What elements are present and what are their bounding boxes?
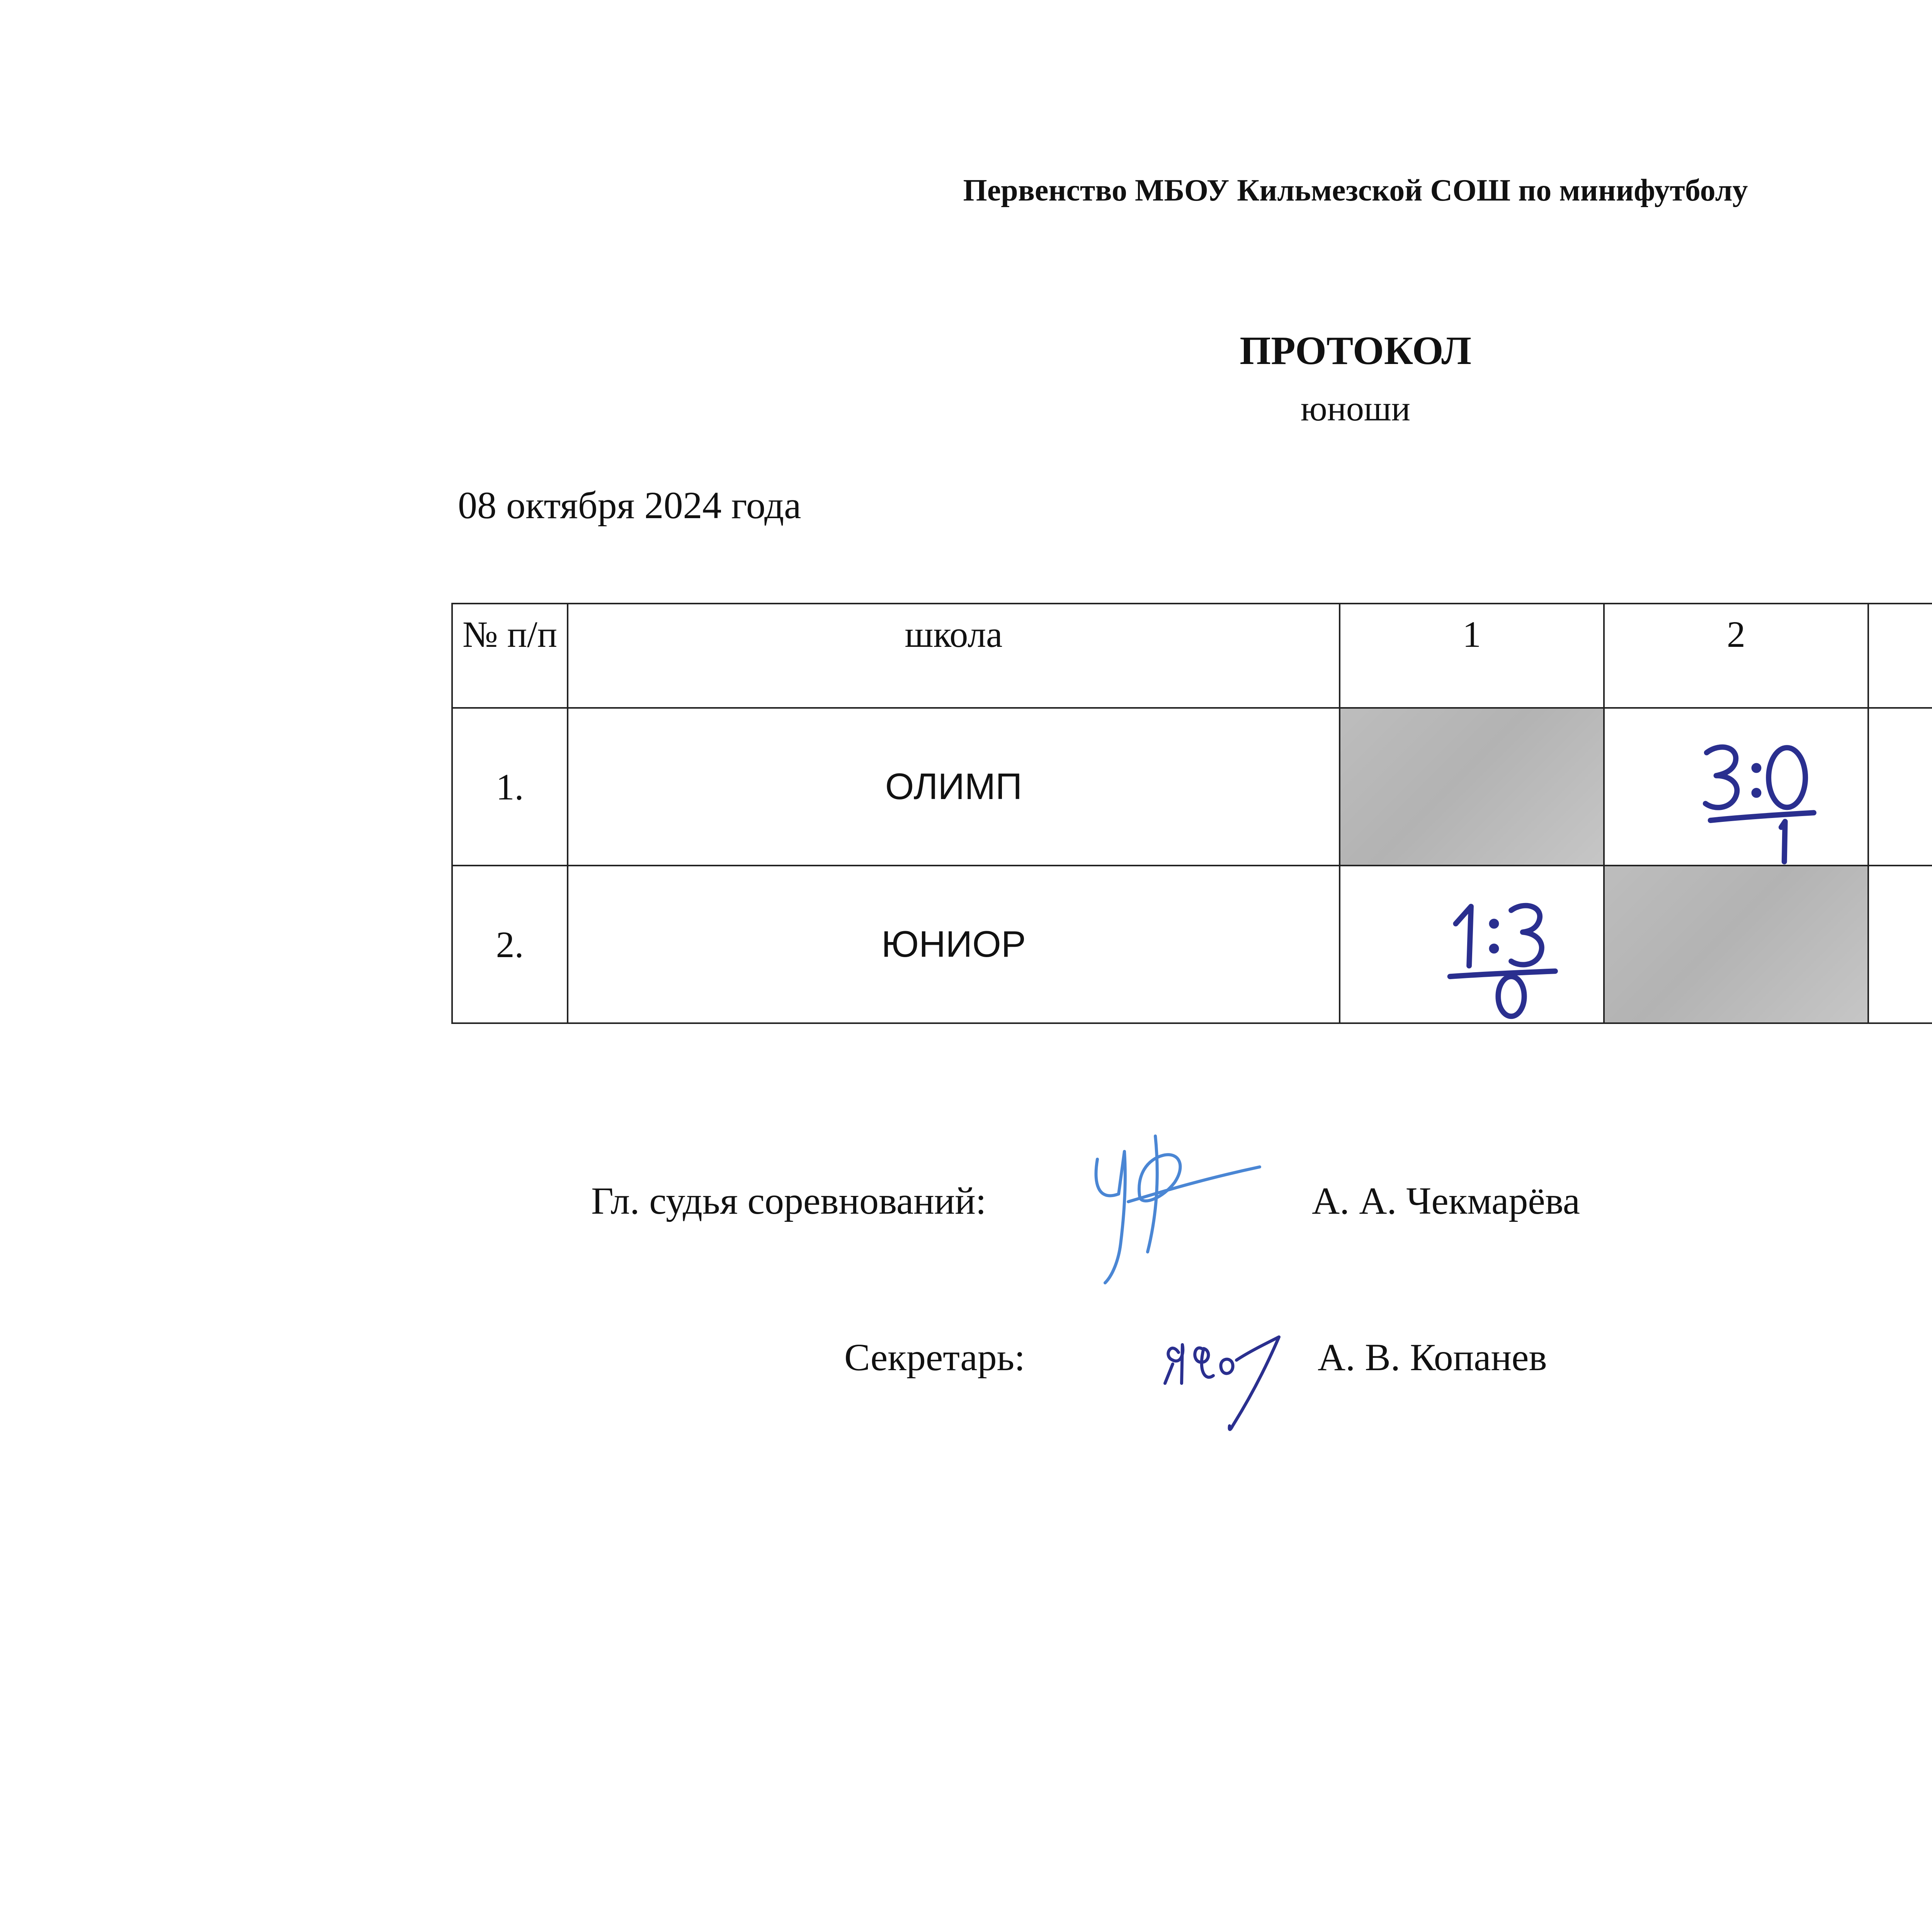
- points-cell: [1868, 708, 1932, 866]
- results-table: [451, 603, 1932, 1024]
- event-date: 08 октября 2024 года: [458, 484, 801, 527]
- table-row: [452, 866, 1932, 1023]
- school-name: ОЛИМП: [568, 708, 1340, 866]
- points-cell: [1868, 866, 1932, 1023]
- column-header-game-2: 2: [1604, 604, 1868, 708]
- row-number: 2.: [452, 866, 568, 1023]
- column-header-school: школа: [568, 604, 1340, 708]
- game-1-score-text: 1:3: [1341, 866, 1342, 867]
- chief-judge-name: А. А. Чекмарёва: [1312, 1179, 1580, 1222]
- table-header-row: [452, 604, 1932, 708]
- game-2-result: [1604, 708, 1868, 866]
- document-subtitle: юноши: [1300, 389, 1411, 428]
- secretary-label: Секретарь:: [844, 1336, 1025, 1379]
- secretary-name: А. В. Копанев: [1318, 1336, 1547, 1379]
- chief-judge-label: Гл. судья соревнований:: [591, 1179, 986, 1222]
- column-header-game-1: 1: [1340, 604, 1604, 708]
- handwritten-points: [1869, 709, 1932, 865]
- secretary-signature: [1155, 1314, 1318, 1445]
- row-number: 1.: [452, 708, 568, 866]
- handwritten-score: [1340, 866, 1603, 1022]
- game-1-result: [1340, 866, 1604, 1023]
- self-match-cell: [1604, 866, 1868, 1023]
- handwritten-score: [1605, 709, 1867, 865]
- competition-heading: Первенство МБОУ Кильмезской СОШ по минифутболу: [963, 173, 1748, 207]
- document-title: ПРОТОКОЛ: [1240, 328, 1471, 373]
- table-row: [452, 708, 1932, 866]
- chief-judge-signature: [1082, 1128, 1267, 1291]
- column-header-points: [1868, 604, 1932, 708]
- school-name: ЮНИОР: [568, 866, 1340, 1023]
- handwritten-points: [1869, 866, 1932, 1022]
- column-header-number: № п/п: [452, 604, 568, 708]
- self-match-cell: [1340, 708, 1604, 866]
